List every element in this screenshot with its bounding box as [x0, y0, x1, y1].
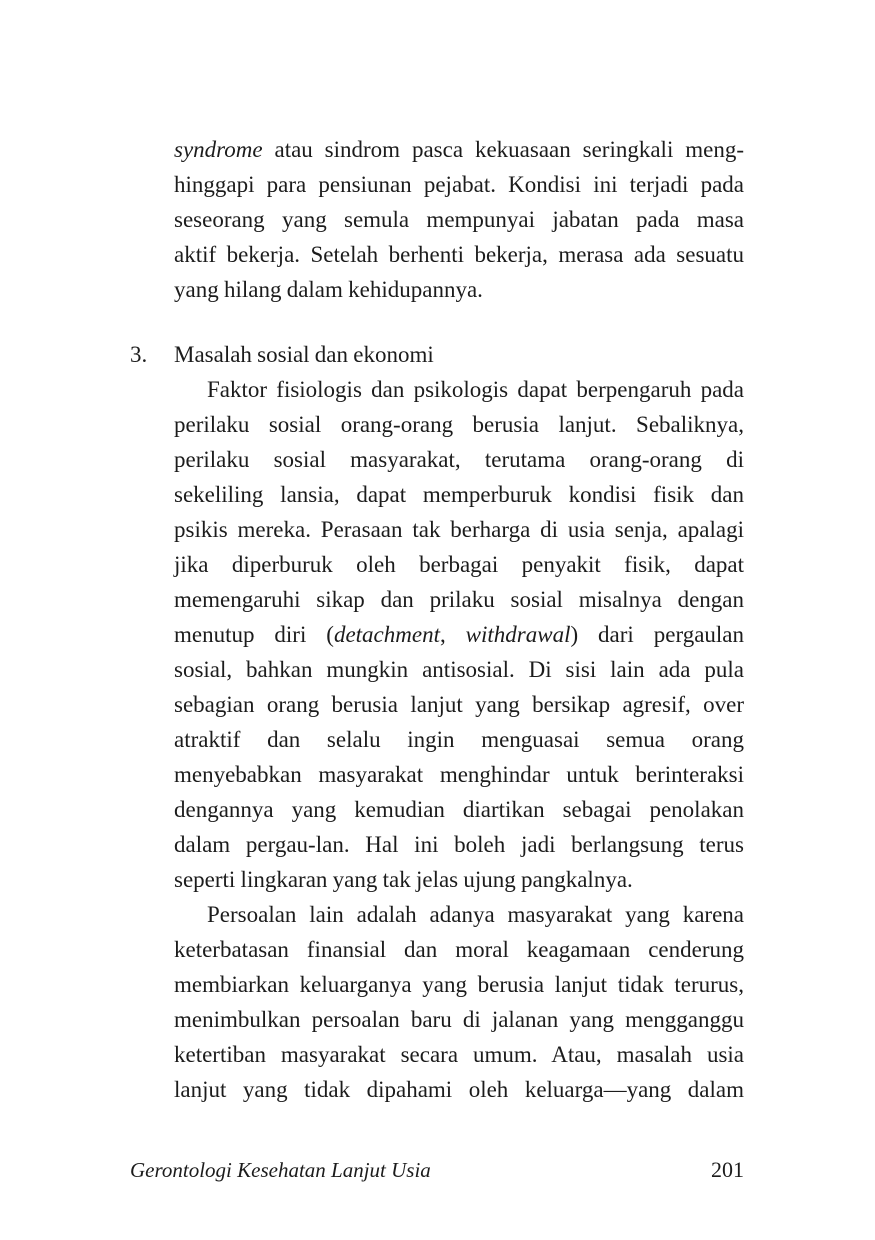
text-line [174, 757, 744, 792]
text-line [174, 442, 744, 477]
text-run: perilaku sosial orang-orang berusia lanjut. Sebaliknya, [174, 412, 744, 437]
text-run: Faktor fisiologis dan psikologis dapat berpengaruh pada [207, 377, 744, 402]
section-heading [130, 337, 744, 372]
italic-text-run: withdrawal [465, 622, 571, 647]
text-run: menyebabkan masyarakat menghindar untuk berinteraksi [174, 762, 744, 787]
text-line [174, 1037, 744, 1072]
text-run: menutup diri ( [174, 622, 334, 647]
text-line [174, 687, 744, 722]
section-number: 3. [130, 342, 148, 367]
page-body [130, 132, 745, 1107]
text-line [174, 372, 744, 407]
text-run: dengannya yang kemudian diartikan sebagai penolakan [174, 797, 744, 822]
text-run: psikis mereka. Perasaan tak berharga di usia senja, apalagi [174, 517, 744, 542]
body-paragraph-1 [174, 372, 744, 897]
text-run: yang hilang dalam kehidupannya. [174, 277, 483, 302]
text-run: ketertiban masyarakat secara umum. Atau, masalah usia [174, 1042, 744, 1067]
text-run: seseorang yang semula mempunyai jabatan pada masa [174, 207, 744, 232]
text-line [174, 932, 744, 967]
body-paragraph-2 [174, 897, 744, 1107]
text-line [174, 827, 744, 862]
text-run: menimbulkan persoalan baru di jalanan yang mengganggu [174, 1007, 744, 1032]
text-run: keterbatasan finansial dan moral keagamaan cenderung [174, 937, 744, 962]
text-run: sosial, bahkan mungkin antisosial. Di sisi lain ada pula [174, 657, 744, 682]
text-run: membiarkan keluarganya yang berusia lanjut tidak terurus, [174, 972, 744, 997]
text-line [174, 547, 744, 582]
text-run: seperti lingkaran yang tak jelas ujung pangkalnya. [174, 867, 633, 892]
text-run: atraktif dan selalu ingin menguasai semua orang [174, 727, 744, 752]
intro-paragraph [174, 132, 744, 307]
italic-text-run: syndrome [174, 137, 263, 162]
text-line [174, 617, 744, 652]
text-line [174, 237, 744, 272]
text-line [174, 652, 744, 687]
text-line [174, 897, 744, 932]
text-line [174, 582, 744, 617]
text-run: perilaku sosial masyarakat, terutama orang-orang di [174, 447, 744, 472]
text-run: , [439, 622, 466, 647]
text-line [174, 1002, 744, 1037]
text-run: memengaruhi sikap dan prilaku sosial misalnya dengan [174, 587, 744, 612]
text-line [174, 967, 744, 1002]
text-line [174, 202, 744, 237]
text-line [174, 132, 744, 167]
text-run: ) dari pergaulan [570, 622, 745, 647]
text-line [174, 407, 744, 442]
text-run: dalam pergau-lan. Hal ini boleh jadi berlangsung terus [174, 832, 744, 857]
footer-book-title: Gerontologi Kesehatan Lanjut Usia [130, 1158, 431, 1182]
text-line [174, 792, 744, 827]
footer-page-number: 201 [711, 1157, 744, 1182]
text-run: sebagian orang berusia lanjut yang bersikap agresif, over [174, 692, 744, 717]
text-line [174, 862, 744, 897]
text-line [174, 477, 744, 512]
text-run: jika diperburuk oleh berbagai penyakit fisik, dapat [174, 552, 744, 577]
text-run: aktif bekerja. Setelah berhenti bekerja, merasa ada sesuatu [174, 242, 744, 267]
text-line [174, 512, 744, 547]
text-line [174, 272, 744, 307]
text-line [174, 167, 744, 202]
text-run: lanjut yang tidak dipahami oleh keluarga—yang dalam [174, 1077, 744, 1102]
page-footer [130, 1157, 744, 1183]
italic-text-run: detachment [333, 622, 440, 647]
text-line [174, 722, 744, 757]
text-run: atau sindrom pasca kekuasaan seringkali meng- [262, 137, 744, 162]
text-run: Persoalan lain adalah adanya masyarakat yang karena [207, 902, 744, 927]
section-title: Masalah sosial dan ekonomi [174, 342, 434, 367]
text-line [174, 1072, 744, 1107]
text-run: hinggapi para pensiunan pejabat. Kondisi ini terjadi pada [174, 172, 744, 197]
text-run: sekeliling lansia, dapat memperburuk kondisi fisik dan [174, 482, 744, 507]
